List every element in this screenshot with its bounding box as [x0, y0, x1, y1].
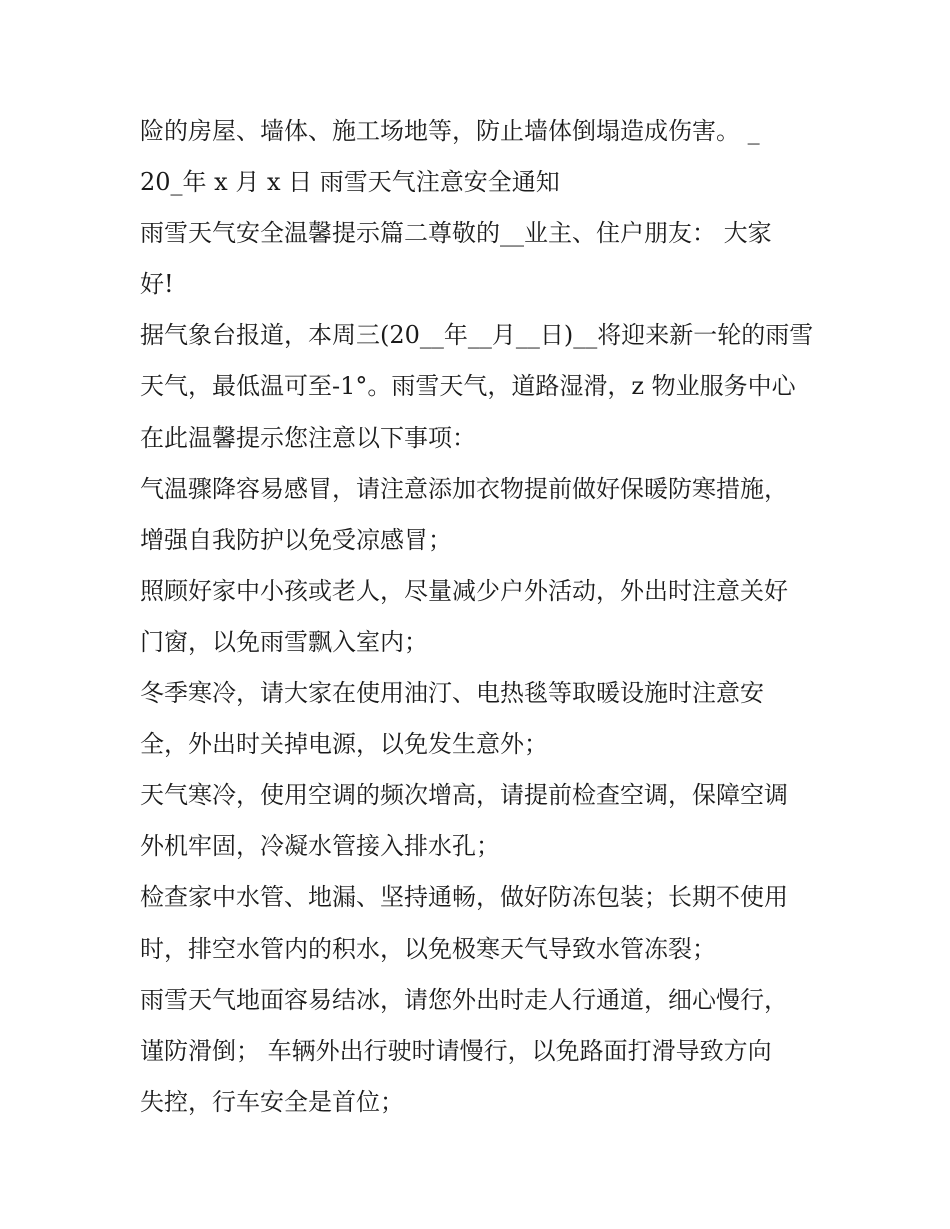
- text-line: 好!: [140, 270, 174, 299]
- text-line: 在此温馨提示您注意以下事项：: [140, 423, 476, 452]
- text-line: 门窗，以免雨雪飘入室内；: [140, 627, 428, 656]
- text-line: 检查家中水管、地漏、坚持通畅，做好防冻包装；长期不使用: [140, 883, 788, 912]
- text-line: 时，排空水管内的积水，以免极寒天气导致水管冻裂；: [140, 934, 716, 963]
- text-line: 天气，最低温可至-1°。雨雪天气，道路湿滑，z 物业服务中心: [140, 372, 796, 401]
- text-line: 雨雪天气地面容易结冰，请您外出时走人行通道，细心慢行，: [140, 985, 788, 1014]
- text-line: 20_年 x 月 x 日 雨雪天气注意安全通知: [140, 168, 560, 197]
- text-line: 气温骤降容易感冒，请注意添加衣物提前做好保暖防寒措施，: [140, 474, 788, 503]
- text-line: 冬季寒冷，请大家在使用油汀、电热毯等取暖设施时注意安: [140, 679, 764, 708]
- text-line: 天气寒冷，使用空调的频次增高，请提前检查空调，保障空调: [140, 781, 788, 810]
- text-line: 照顾好家中小孩或老人，尽量减少户外活动，外出时注意关好: [140, 576, 788, 605]
- text-line: 外机牢固，冷凝水管接入排水孔；: [140, 832, 500, 861]
- text-line: 据气象台报道，本周三(20__年__月__日)__将迎来新一轮的雨雪: [140, 321, 814, 350]
- text-line: 雨雪天气安全温馨提示篇二尊敬的__业主、住户朋友： 大家: [140, 219, 772, 248]
- text-line: 全，外出时关掉电源，以免发生意外；: [140, 730, 548, 759]
- text-line: 险的房屋、墙体、施工场地等，防止墙体倒塌造成伤害。 _: [140, 117, 760, 145]
- text-line: 失控，行车安全是首位；: [140, 1087, 404, 1116]
- text-line: 谨防滑倒； 车辆外出行驶时请慢行，以免路面打滑导致方向: [140, 1036, 772, 1065]
- document-body: [140, 106, 830, 1128]
- text-line: 增强自我防护以免受凉感冒；: [140, 525, 452, 554]
